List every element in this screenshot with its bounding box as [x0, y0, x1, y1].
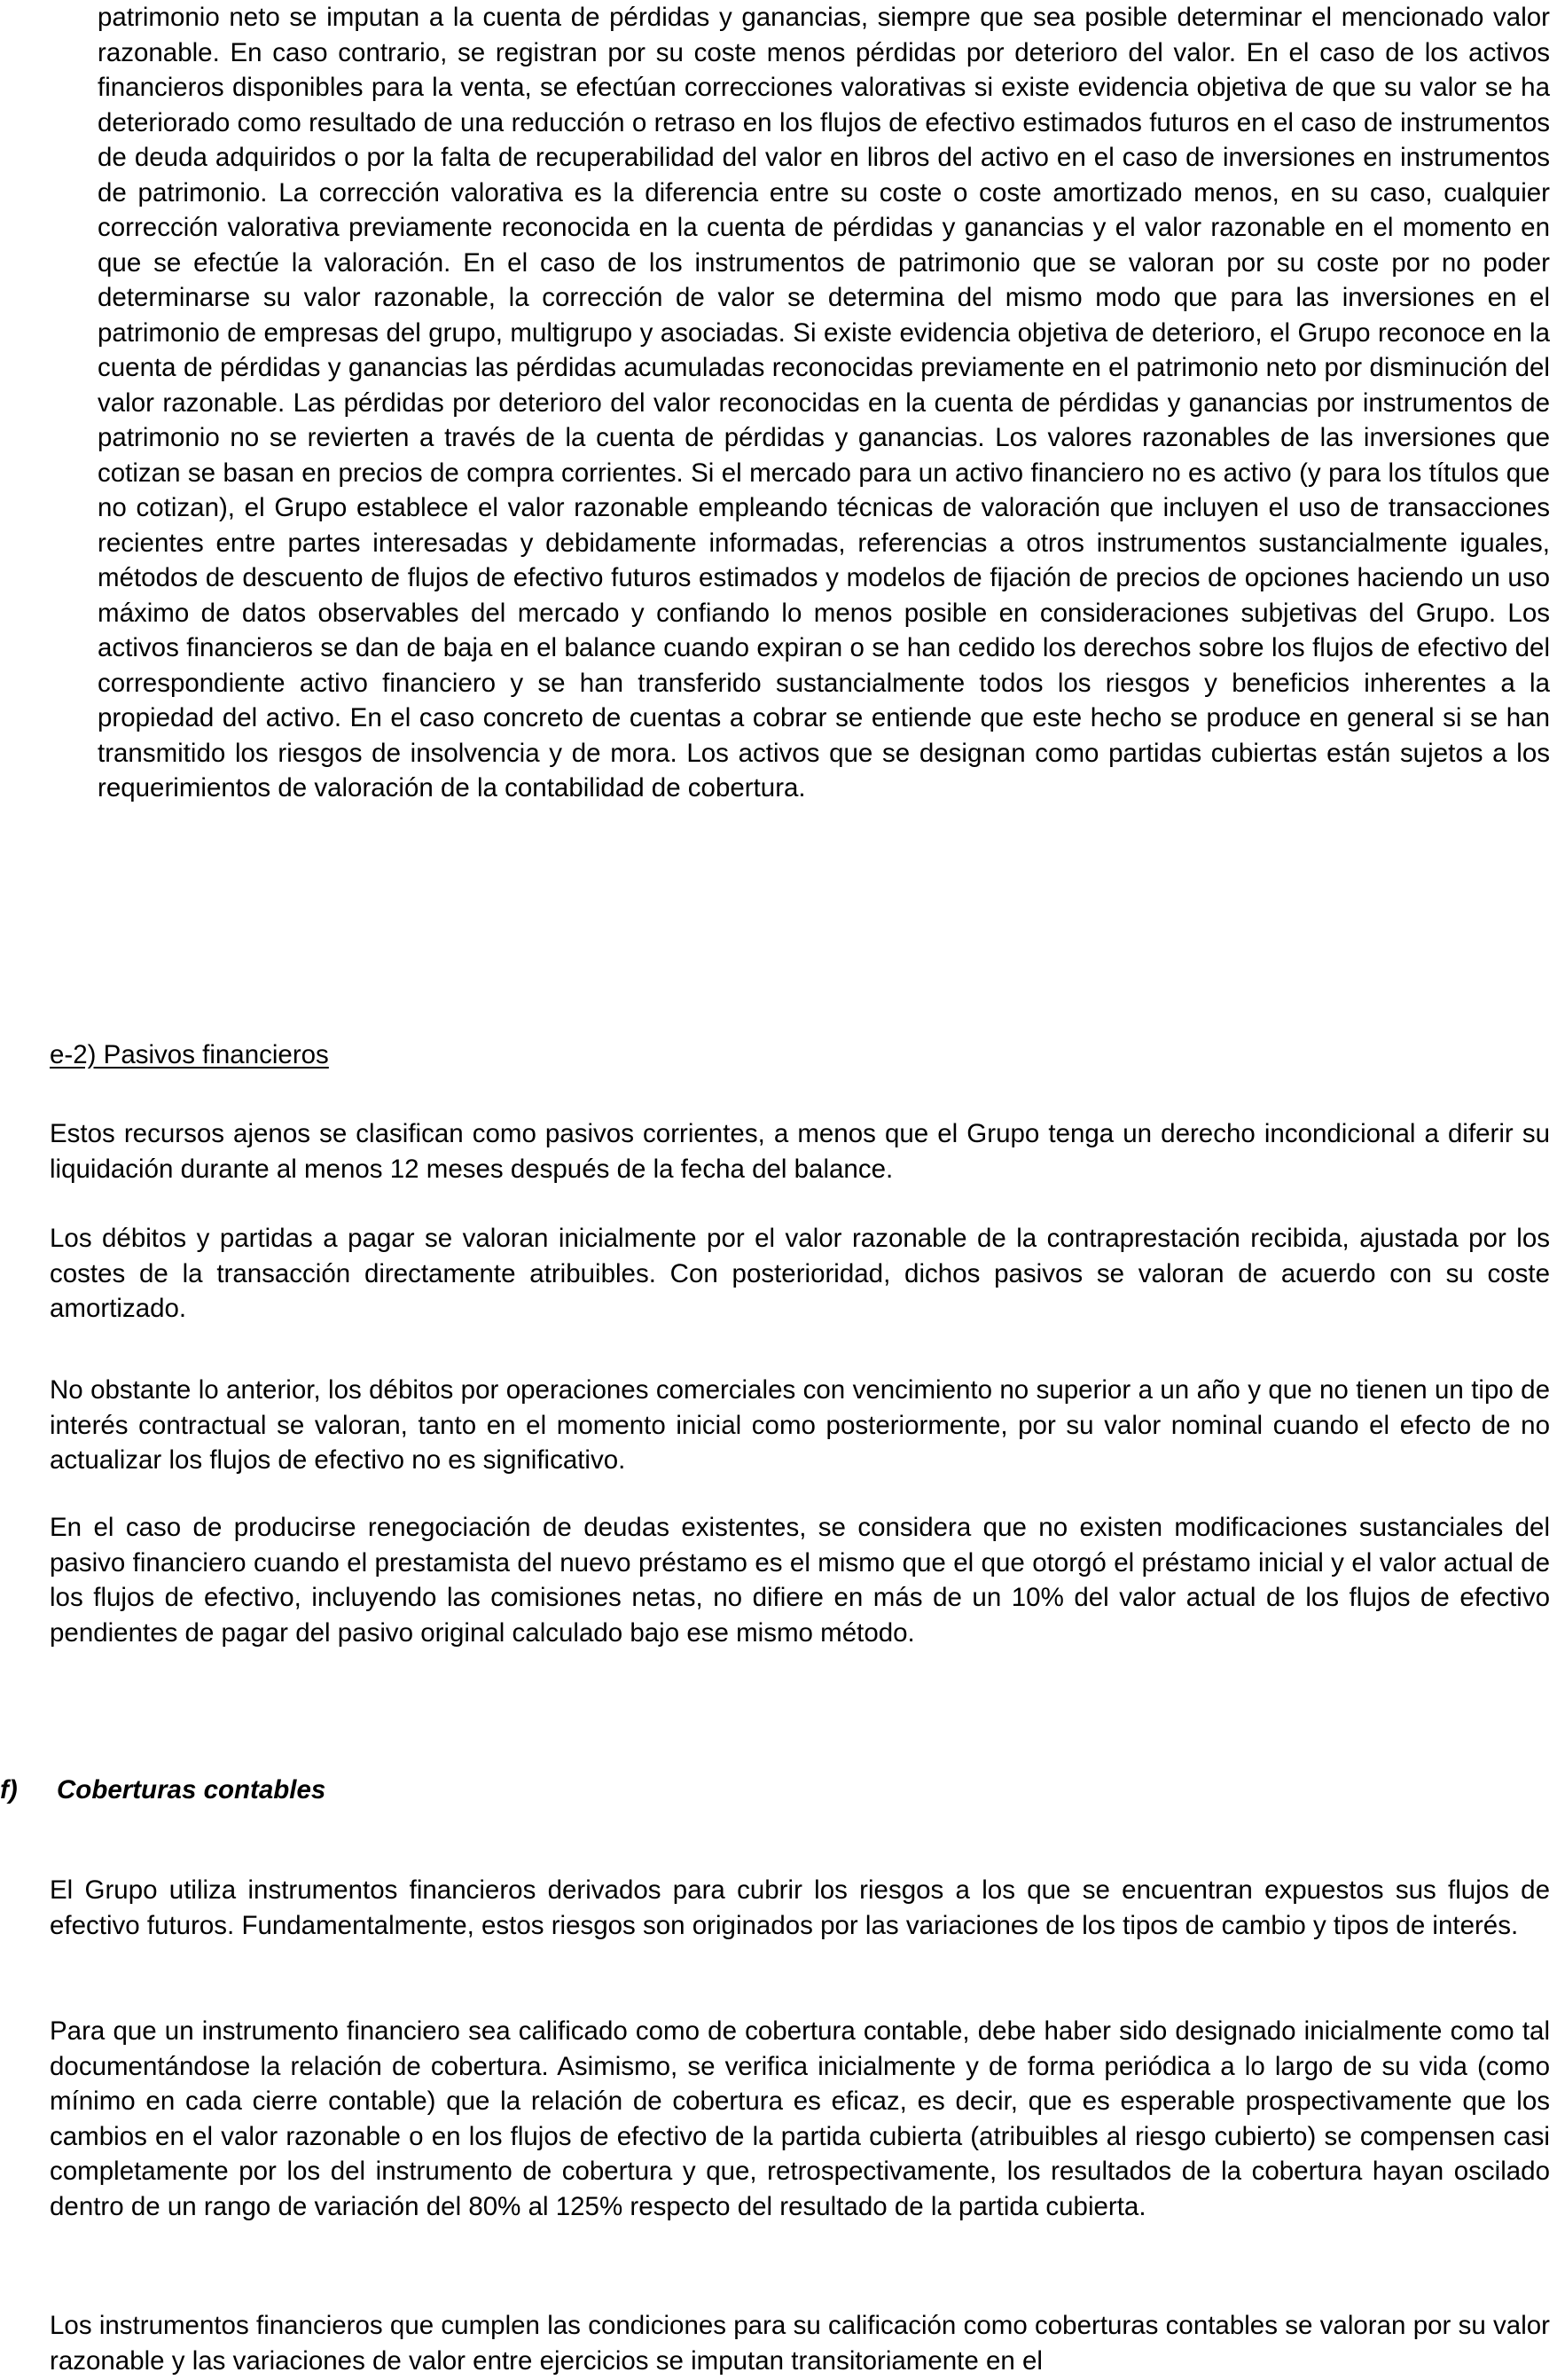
- paragraph-e2-1: Estos recursos ajenos se clasifican como pasivos corrientes, a menos que el Grupo tenga un derecho incondicional a diferir su liquidación durante al menos 12 meses después de la fecha del balance.: [50, 1119, 1550, 1184]
- paragraph-f-1: El Grupo utiliza instrumentos financieros derivados para cubrir los riesgos a los que se encuentran expuestos sus flujos de efectivo futuros. Fundamentalmente, estos riesgos son originados por las variaciones de los tipos de cambio y tipos de interés.: [50, 1875, 1550, 1940]
- paragraph-e2-3: No obstante lo anterior, los débitos por operaciones comerciales con vencimiento no superior a un año y que no tienen un tipo de interés contractual se valoran, tanto en el momento inicial como posteriormente, por su valor nominal cuando el efecto de no actualizar los flujos de efectivo no es significativo.: [50, 1375, 1550, 1475]
- paragraph-e2-4: En el caso de producirse renegociación de deudas existentes, se considera que no existen modificaciones sustanciales del pasivo financiero cuando el prestamista del nuevo préstamo es el mismo que el que otorgó el préstamo inicial y el valor actual de los flujos de efectivo, incluyendo las comisiones netas, no difiere en más de un 10% del valor actual de los flujos de efectivo pendientes de pagar del pasivo original calculado bajo ese mismo método.: [50, 1513, 1550, 1648]
- section-title: Coberturas contables: [57, 1775, 326, 1805]
- paragraph-f-3: Los instrumentos financieros que cumplen las condiciones para su calificación como coberturas contables se valoran por su valor razonable y las variaciones de valor entre ejercicios se imputan transitoriamente en el: [50, 2311, 1550, 2376]
- paragraph-e2-2: Los débitos y partidas a pagar se valoran inicialmente por el valor razonable de la contraprestación recibida, ajustada por los costes de la transacción directamente atribuibles. Con posterioridad, dichos pasivos se valoran de acuerdo con su coste amortizado.: [50, 1224, 1550, 1323]
- section-number: f): [0, 1775, 18, 1805]
- paragraph-activos-financieros-continuation: patrimonio neto se imputan a la cuenta de pérdidas y ganancias, siempre que sea posible determinar el mencionado valor razonable. En caso contrario, se registran por su coste menos pérdidas por deterioro del valor. En el caso de los activos financieros disponibles para la venta, se efectúan correcciones valorativas si existe evidencia objetiva de que su valor se ha deteriorado como resultado de una reducción o retraso en los flujos de efectivo estimados futuros en el caso de instrumentos de deuda adquiridos o por la falta de recuperabilidad del valor en libros del activo en el caso de inversiones en instrumentos de patrimonio. La corrección valorativa es la diferencia entre su coste o coste amortizado menos, en su caso, cualquier corrección valorativa previamente reconocida en la cuenta de pérdidas y ganancias y el valor razonable en el momento en que se efectúe la valoración. En el caso de los instrumentos de patrimonio que se valoran por su coste por no poder determinarse su valor razonable, la corrección de valor se determina del mismo modo que para las inversiones en el patrimonio de empresas del grupo, multigrupo y asociadas. Si existe evidencia objetiva de deterioro, el Grupo reconoce en la cuenta de pérdidas y ganancias las pérdidas acumuladas reconocidas previamente en el patrimonio neto por disminución del valor razonable. Las pérdidas por deterioro del valor reconocidas en la cuenta de pérdidas y ganancias por instrumentos de patrimonio no se revierten a través de la cuenta de pérdidas y ganancias. Los valores razonables de las inversiones que cotizan se basan en precios de compra corrientes. Si el mercado para un activo financiero no es activo (y para los títulos que no cotizan), el Grupo establece el valor razonable empleando técnicas de valoración que incluyen el uso de transacciones recientes entre partes interesadas y debidamente informadas, referencias a otros instrumentos sustancialmente iguales, métodos de descuento de flujos de efectivo futuros estimados y modelos de fijación de precios de opciones haciendo un uso máximo de datos observables del mercado y confiando lo menos posible en consideraciones subjetivas del Grupo. Los activos financieros se dan de baja en el balance cuando expiran o se han cedido los derechos sobre los flujos de efectivo del correspondiente activo financiero y se han transferido sustancialmente todos los riesgos y beneficios inherentes a la propiedad del activo. En el caso concreto de cuentas a cobrar se entiende que este hecho se produce en general si se han transmitido los riesgos de insolvencia y de mora. Los activos que se designan como partidas cubiertas están sujetos a los requerimientos de valoración de la contabilidad de cobertura.: [98, 3, 1550, 802]
- paragraph-f-2: Para que un instrumento financiero sea calificado como de cobertura contable, debe haber sido designado inicialmente como tal documentándose la relación de cobertura. Asimismo, se verifica inicialmente y de forma periódica a lo largo de su vida (como mínimo en cada cierre contable) que la relación de cobertura es eficaz, es decir, que es esperable prospectivamente que los cambios en el valor razonable o en los flujos de efectivo de la partida cubierta (atribuibles al riesgo cubierto) se compensen casi completamente por los del instrumento de cobertura y que, retrospectivamente, los resultados de la cobertura hayan oscilado dentro de un rango de variación del 80% al 125% respecto del resultado de la partida cubierta.: [50, 2016, 1550, 2221]
- section-heading-e2: e-2) Pasivos financieros: [50, 1040, 329, 1069]
- section-heading-f: [0, 1773, 325, 1808]
